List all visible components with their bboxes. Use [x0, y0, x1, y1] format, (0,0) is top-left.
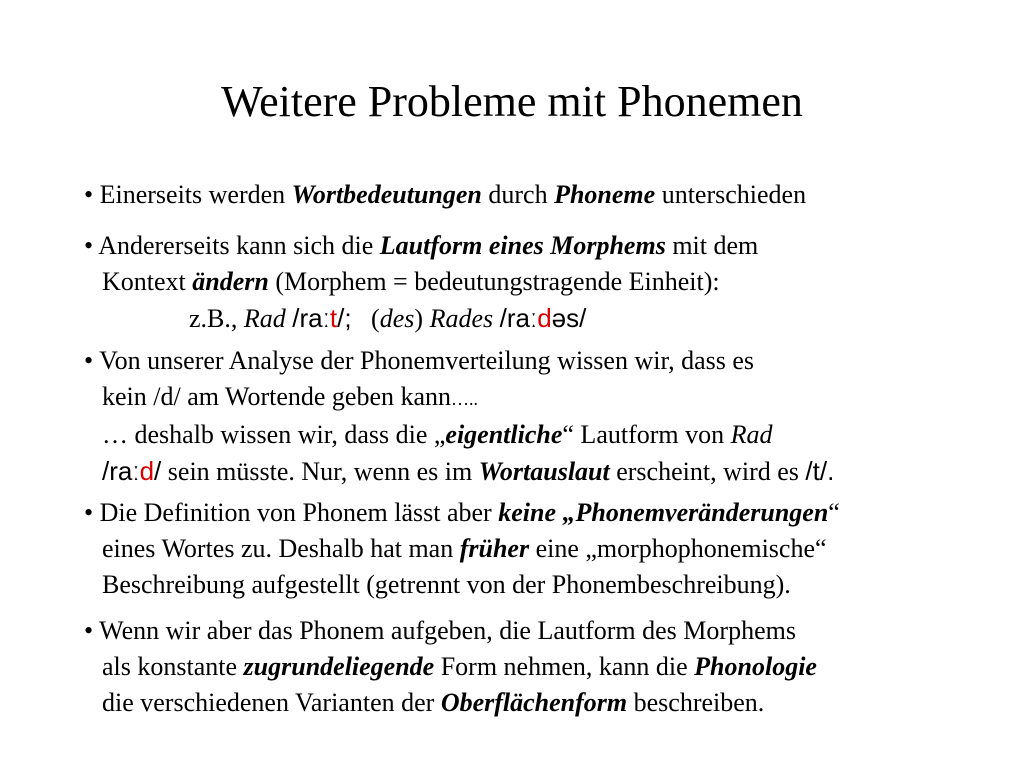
text: kein /d/ am Wortende geben kann: [102, 382, 452, 411]
bullet-2-line-1: [84, 228, 758, 264]
term-frueher: früher: [459, 534, 530, 563]
term-zugrundeliegende: zugrundeliegende: [243, 652, 435, 681]
term-eigentliche: eigentliche: [445, 420, 563, 449]
bullet-marker: •: [84, 616, 94, 645]
bullet-2-example-line: [84, 300, 758, 337]
text: “: [828, 498, 840, 527]
term-phoneme: Phoneme: [554, 180, 656, 209]
text: mit dem: [665, 231, 759, 260]
text: Von unserer Analyse der Phonemverteilung wissen wir, dass es: [99, 346, 755, 375]
bullet-3-line-1: [84, 343, 834, 379]
text: Beschreibung aufgestellt (getrennt von der Phonembeschreibung).: [102, 570, 791, 599]
bullet-1-line-1: [84, 177, 806, 213]
ipa-transcription: /raː: [499, 303, 538, 333]
term-lautform-eines-morphems: Lautform eines Morphems: [379, 231, 666, 260]
text: Die Definition von Phonem lässt aber: [99, 498, 499, 527]
text: (: [371, 304, 380, 333]
bullet-3-line-3: [84, 417, 834, 453]
bullet-2: [84, 228, 758, 337]
bullet-marker: •: [84, 231, 94, 260]
bullet-5: [84, 613, 817, 721]
bullet-1: [84, 177, 806, 213]
text: ): [414, 304, 430, 333]
term-phonologie: Phonologie: [694, 652, 817, 681]
ipa-highlight-t: t: [329, 303, 338, 333]
ipa-transcription: əs/: [551, 303, 587, 333]
bullet-5-line-3: [84, 685, 817, 721]
word-rades: Rades: [429, 304, 494, 333]
text: z.B.,: [189, 304, 244, 333]
ipa-transcription: /: [154, 456, 162, 486]
text: eine „morphophonemische“: [529, 534, 827, 563]
bullet-marker: •: [84, 498, 94, 527]
text: (Morphem = bedeutungstragende Einheit):: [268, 267, 720, 296]
bullet-3: [84, 343, 834, 490]
word-rad: Rad: [730, 420, 773, 449]
bullet-4-line-1: [84, 495, 840, 531]
text: eines Wortes zu. Deshalb hat man: [102, 534, 460, 563]
text: Wenn wir aber das Phonem aufgeben, die Lautform des Morphems: [99, 616, 796, 645]
term-wortauslaut: Wortauslaut: [478, 457, 610, 486]
bullet-5-line-1: [84, 613, 817, 649]
text: durch: [481, 180, 555, 209]
ellipsis: …..: [451, 389, 479, 409]
ipa-transcription: /raː: [102, 456, 140, 486]
text: die verschiedenen Varianten der: [102, 688, 441, 717]
ipa-highlight-d: d: [139, 456, 155, 486]
text: Andererseits kann sich die: [98, 231, 380, 260]
term-keine-phonemveraenderungen: keine „Phonemveränderungen: [498, 498, 829, 527]
ipa-transcription: /t/.: [805, 456, 835, 486]
text: sein müsste: [161, 457, 289, 486]
ipa-transcription: /raː: [292, 303, 330, 333]
word-rad: Rad: [243, 304, 286, 333]
text: Einerseits werden: [99, 180, 292, 209]
text: Form nehmen, kann die: [434, 652, 695, 681]
text: . Nur, wenn es im: [288, 457, 479, 486]
word-des: des: [379, 304, 415, 333]
bullet-2-line-2: [84, 264, 758, 300]
bullet-4-line-2: [84, 531, 840, 567]
slide-title: Weitere Probleme mit Phonemen: [221, 77, 803, 126]
text: “ Lautform von: [562, 420, 731, 449]
bullet-3-line-4: [84, 453, 834, 490]
text: beschreiben.: [627, 688, 765, 717]
text: erscheint, wird es: [609, 457, 806, 486]
text: … deshalb wissen wir, dass die „: [102, 420, 446, 449]
bullet-4-line-3: [84, 567, 840, 603]
bullet-3-line-2: [84, 379, 834, 417]
bullet-marker: •: [84, 346, 94, 375]
term-oberflaechenform: Oberflächenform: [440, 688, 628, 717]
term-wortbedeutungen: Wortbedeutungen: [291, 180, 482, 209]
ipa-highlight-d: d: [537, 303, 552, 333]
text: als konstante: [102, 652, 244, 681]
text: unterschieden: [655, 180, 807, 209]
bullet-4: [84, 495, 840, 603]
ipa-transcription: /;: [337, 303, 352, 333]
text: Kontext: [102, 267, 193, 296]
bullet-marker: •: [84, 180, 94, 209]
bullet-5-line-2: [84, 649, 817, 685]
term-aendern: ändern: [192, 267, 269, 296]
